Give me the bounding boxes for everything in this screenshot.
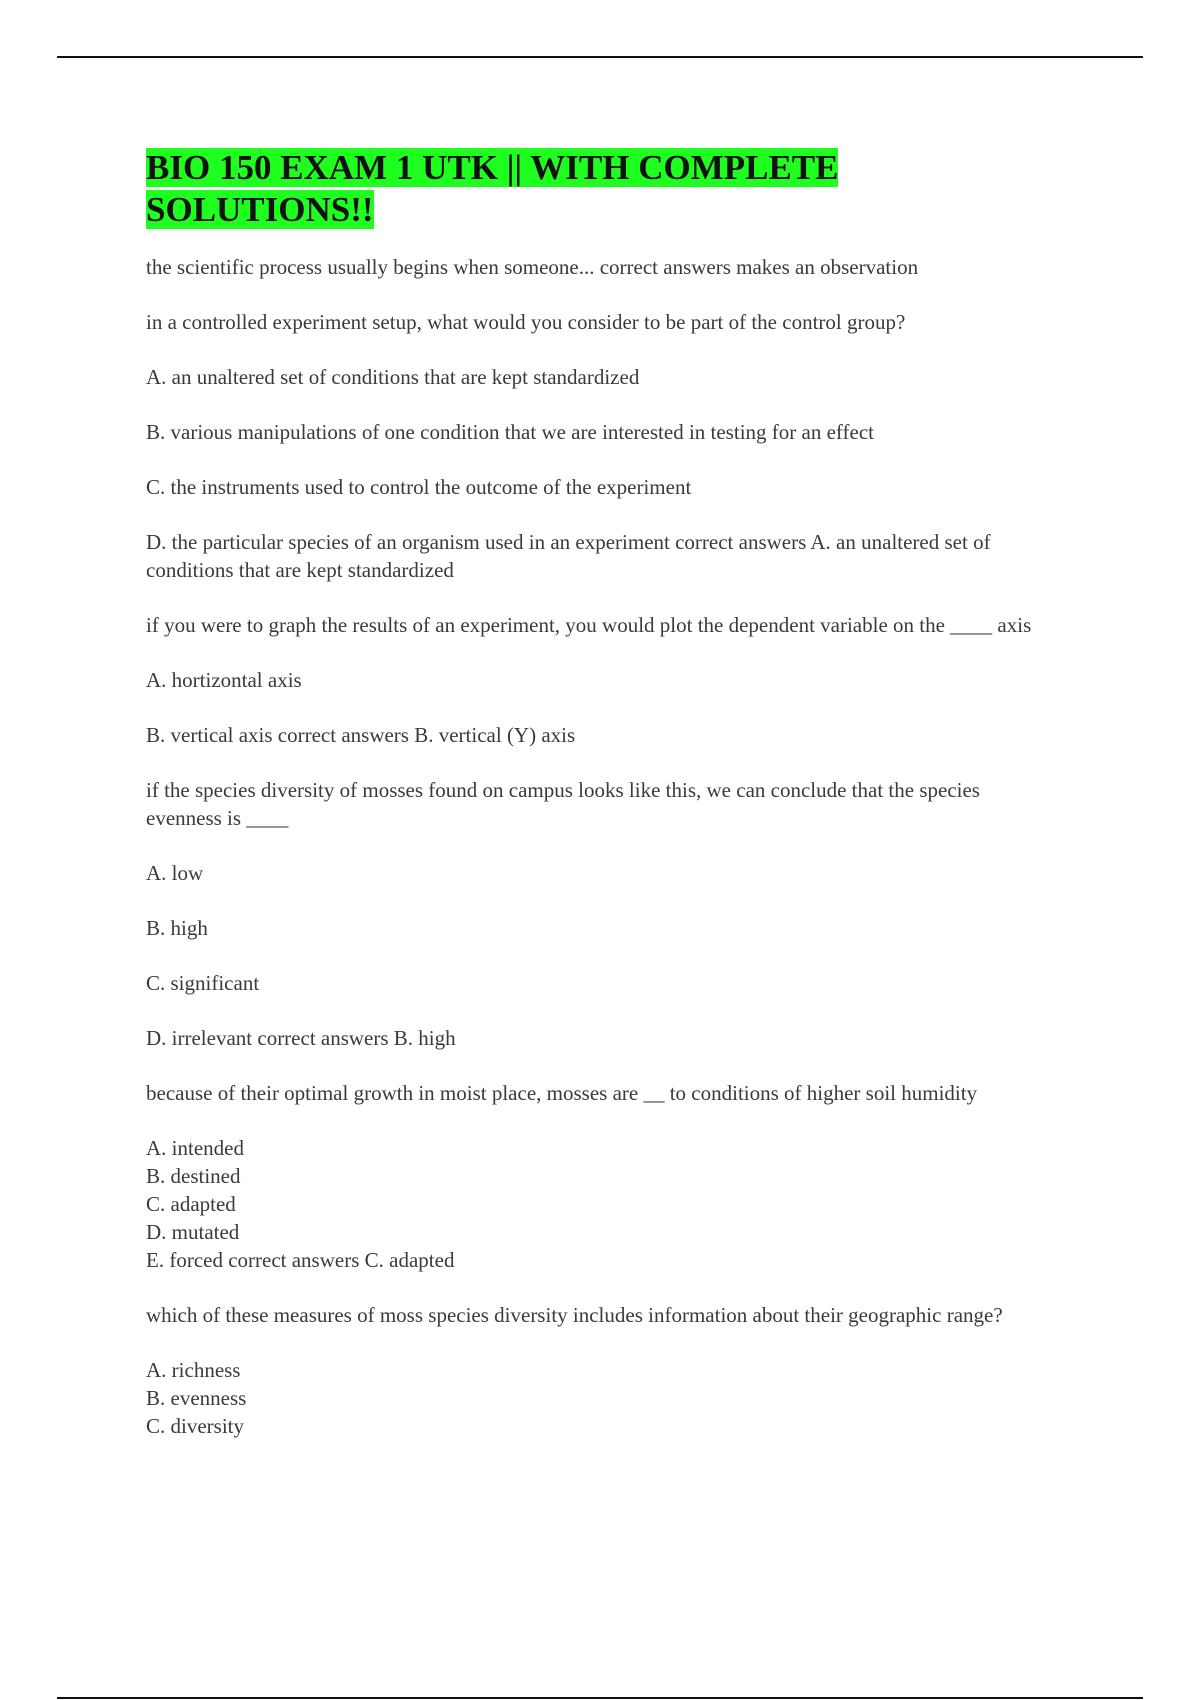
paragraph: B. various manipulations of one condition that we are interested in testing for an effect (146, 420, 874, 444)
option-line: D. mutated (146, 1220, 240, 1244)
paragraph: the scientific process usually begins when someone... correct answers makes an observation (146, 255, 919, 279)
paragraph: A. hortizontal axis (146, 668, 302, 692)
option-line: E. forced correct answers C. adapted (146, 1248, 455, 1272)
paragraph: in a controlled experiment setup, what would you consider to be part of the control group? (146, 310, 906, 334)
document-body (146, 147, 1046, 1440)
paragraph: which of these measures of moss species diversity includes information about their geographic range? (146, 1303, 1003, 1327)
paragraph: C. the instruments used to control the outcome of the experiment (146, 475, 692, 499)
paragraph: because of their optimal growth in moist place, mosses are __ to conditions of higher soil humidity (146, 1081, 978, 1105)
paragraph: A. low (146, 861, 204, 885)
document-title (146, 147, 1046, 231)
paragraph: if the species diversity of mosses found on campus looks like this, we can conclude that the species evenness is ____ (146, 778, 980, 830)
option-line: A. intended (146, 1136, 244, 1160)
paragraph: if you were to graph the results of an experiment, you would plot the dependent variable on the ____ axis (146, 613, 1032, 637)
option-line: C. adapted (146, 1192, 236, 1216)
paragraph: C. significant (146, 971, 260, 995)
paragraph: B. vertical axis correct answers B. vertical (Y) axis (146, 723, 576, 747)
option-line: B. evenness (146, 1386, 247, 1410)
option-line: A. richness (146, 1358, 241, 1382)
header-rule (57, 56, 1143, 58)
title-highlight: BIO 150 EXAM 1 UTK || WITH COMPLETE SOLUTIONS!! (146, 148, 839, 229)
footer-rule (57, 1697, 1143, 1699)
paragraph: D. irrelevant correct answers B. high (146, 1026, 456, 1050)
paragraph: D. the particular species of an organism used in an experiment correct answers A. an unaltered set of conditions that are kept standardized (146, 530, 991, 582)
option-line: B. destined (146, 1164, 241, 1188)
paragraph: B. high (146, 916, 208, 940)
paragraph: A. an unaltered set of conditions that are kept standardized (146, 365, 640, 389)
option-line: C. diversity (146, 1414, 244, 1438)
